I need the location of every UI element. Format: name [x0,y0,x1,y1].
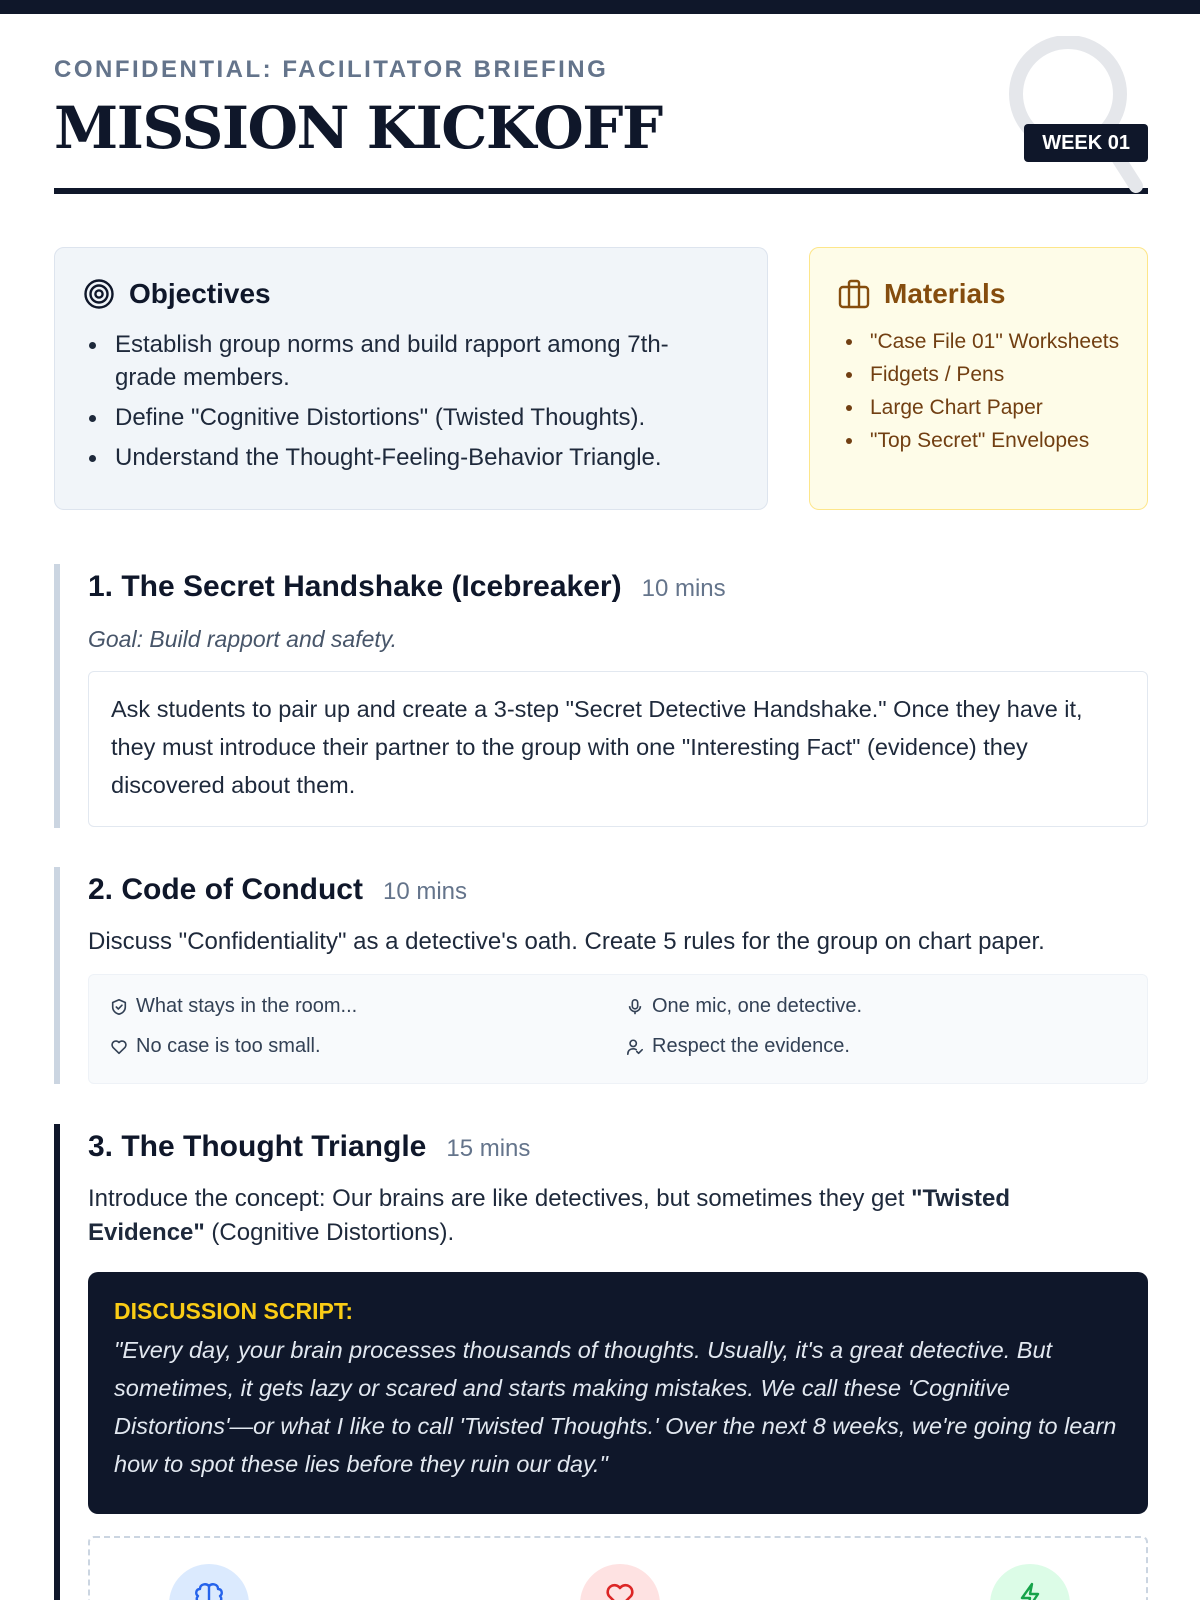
script-label: DISCUSSION SCRIPT: [114,1298,353,1324]
magnifier-watermark-icon [1004,36,1154,196]
rule-item [626,1035,850,1058]
section-icebreaker [54,564,1148,828]
section-title: 2. Code of Conduct [88,873,363,906]
section-title: 3. The Thought Triangle [88,1130,427,1163]
objective-item: Define "Cognitive Distortions" (Twisted Thoughts). [85,401,725,434]
brain-icon [192,1582,226,1600]
section-header [88,570,726,604]
section-duration: 15 mins [446,1135,531,1162]
section-description: Discuss "Confidentiality" as a detective's oath. Create 5 rules for the group on chart paper. [88,928,1045,955]
user-check-icon [626,1038,644,1056]
triangle-diagram [88,1536,1148,1600]
section-header [88,1130,530,1164]
script-text: "Every day, your brain processes thousands of thoughts. Usually, it's a great detective. But sometimes, it gets lazy or scared and starts making mistakes. We call these 'Cognitive Distortions'—or what I like to call 'Twisted Thoughts.' Over the next 8 weeks, we're going to learn how to spot these lies before they ruin our day." [114,1337,1117,1477]
section-thought-triangle [54,1124,1148,1600]
week-badge: WEEK 01 [1024,124,1148,162]
page-title: MISSION KICKOFF [54,94,662,162]
feeling-node [580,1564,660,1600]
rule-text: One mic, one detective. [652,995,863,1017]
objectives-card [54,247,768,510]
materials-title: Materials [884,278,1006,309]
material-item: "Case File 01" Worksheets [840,328,1130,355]
section-description [88,1182,1088,1250]
section-duration: 10 mins [382,878,468,905]
objectives-title: Objectives [129,278,271,309]
section-header [88,873,467,907]
discussion-script [88,1272,1148,1514]
behavior-node [990,1564,1070,1600]
objective-item: Establish group norms and build rapport among 7th-grade members. [85,328,725,394]
shield-check-icon [110,998,128,1016]
page-header [54,40,1148,194]
microphone-icon [626,998,644,1016]
rule-item [626,995,862,1018]
thought-node [169,1564,249,1600]
section-duration: 10 mins [641,575,726,602]
objective-item: Understand the Thought-Feeling-Behavior Triangle. [85,441,725,474]
materials-header [838,278,1005,310]
material-item: Large Chart Paper [840,394,1130,421]
materials-list [840,328,1130,460]
lightning-icon [1013,1582,1047,1600]
objectives-list [85,328,725,481]
rules-grid [88,974,1148,1084]
objectives-header [83,278,271,310]
intro-text: Introduce the concept: Our brains are like detectives, but sometimes they get [88,1185,912,1212]
materials-card [809,247,1148,510]
section-goal: Goal: Build rapport and safety. [88,626,397,652]
section-title: 1. The Secret Handshake (Icebreaker) [88,570,622,603]
activity-instructions: Ask students to pair up and create a 3-step "Secret Detective Handshake." Once they have it, they must introduce their partner to the group with one "Interesting Fact" (evidence) they discovered about them. [88,671,1148,827]
heart-icon [603,1582,637,1600]
rule-text: What stays in the room... [136,995,358,1017]
intro-text-end: (Cognitive Distortions). [204,1219,455,1246]
rule-item [110,995,357,1018]
briefcase-icon [838,279,870,309]
rule-item [110,1035,321,1058]
heart-icon [110,1038,128,1056]
section-code-of-conduct [54,867,1148,1084]
target-icon [83,278,115,310]
material-item: "Top Secret" Envelopes [840,427,1130,454]
material-item: Fidgets / Pens [840,361,1130,388]
top-bar [0,0,1200,14]
rule-text: Respect the evidence. [652,1035,850,1057]
intro-emphasis: "Twisted Evidence" [88,1185,1011,1246]
classification-label: CONFIDENTIAL: FACILITATOR BRIEFING [54,56,609,83]
rule-text: No case is too small. [136,1035,321,1057]
